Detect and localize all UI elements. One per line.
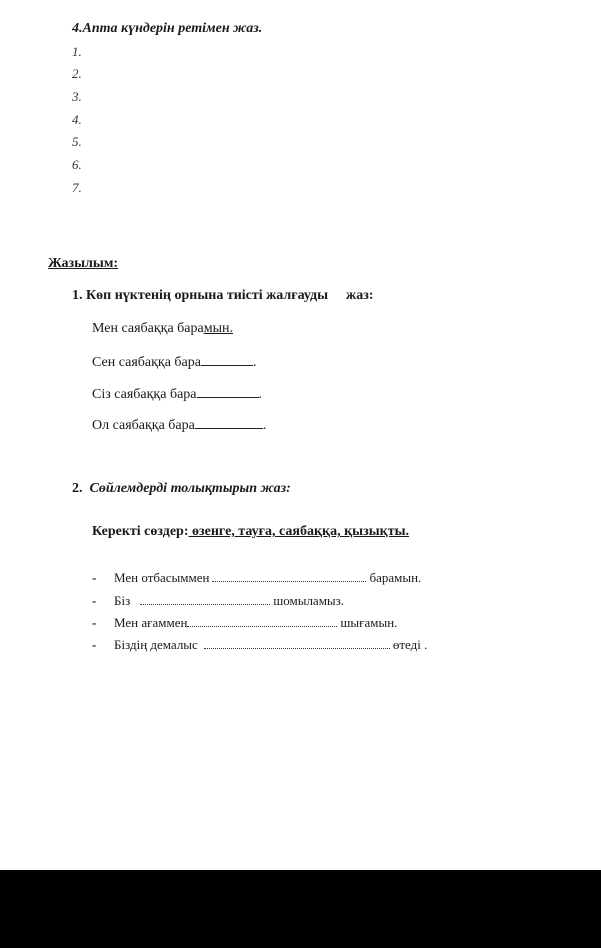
fill-item-1 — [92, 570, 421, 586]
day-number-2: 2. — [72, 66, 82, 81]
dotted-blank[interactable] — [140, 594, 270, 605]
fill-item-2 — [92, 593, 344, 609]
task4-heading: 4.Апта күндерін ретімен жаз. — [72, 21, 263, 36]
dotted-blank[interactable] — [204, 638, 390, 649]
sentence-answer: мын. — [203, 321, 233, 336]
day-number-5: 5. — [72, 134, 82, 149]
item-start: Біз — [114, 593, 131, 608]
sentence-text: Сіз саябаққа бара — [92, 387, 197, 402]
day-number-7: 7. — [72, 180, 82, 195]
task1-label-end: жаз: — [346, 288, 374, 303]
sentence-text: Мен саябаққа бара — [92, 321, 204, 336]
sentence-text: Сен саябаққа бара — [92, 355, 201, 370]
sentence-4 — [92, 416, 266, 434]
day-number-4: 4. — [72, 112, 82, 127]
item-end: өтеді . — [392, 637, 428, 652]
task2-label: Сөйлемдерді толықтырып жаз: — [89, 481, 291, 496]
dotted-blank[interactable] — [187, 616, 337, 627]
item-end: барамын. — [369, 570, 422, 585]
black-bottom-bar — [0, 870, 601, 948]
answer-blank[interactable] — [195, 416, 263, 429]
bullet-dash: - — [92, 615, 97, 630]
item-end: шығамын. — [340, 615, 398, 630]
answer-blank[interactable] — [201, 353, 253, 366]
fill-item-4 — [92, 637, 427, 653]
sentence-1 — [92, 321, 233, 337]
task2-heading — [72, 481, 291, 497]
writing-heading: Жазылым: — [48, 256, 119, 271]
day-number-3: 3. — [72, 89, 82, 104]
sentence-end: . — [262, 418, 267, 433]
sentence-3 — [92, 385, 262, 403]
item-end: шомыламыз. — [273, 593, 345, 608]
fill-item-3 — [92, 615, 397, 631]
sentence-2 — [92, 353, 256, 371]
bullet-dash: - — [92, 570, 97, 585]
day-number-1: 1. — [72, 44, 82, 59]
task2-number: 2. — [72, 481, 83, 496]
sentence-end: . — [252, 355, 257, 370]
required-words-label: Керекті сөздер: — [92, 524, 189, 539]
required-words-list: өзенге, тауға, саябаққа, қызықты. — [188, 524, 410, 539]
item-start: Мен отбасыммен — [114, 570, 210, 585]
task1-label: 1. Көп нүктенің орнына тиісті жалғауды — [72, 288, 329, 303]
day-number-6: 6. — [72, 157, 82, 172]
bullet-dash: - — [92, 593, 97, 608]
item-start: Біздің демалыс — [114, 637, 198, 652]
dotted-blank[interactable] — [212, 571, 366, 582]
bullet-dash: - — [92, 637, 97, 652]
required-words — [92, 524, 409, 540]
task1-heading — [72, 288, 374, 304]
sentence-text: Ол саябаққа бара — [92, 418, 195, 433]
sentence-end: . — [258, 387, 263, 402]
answer-blank[interactable] — [197, 385, 259, 398]
item-start: Мен ағаммен — [114, 615, 188, 630]
